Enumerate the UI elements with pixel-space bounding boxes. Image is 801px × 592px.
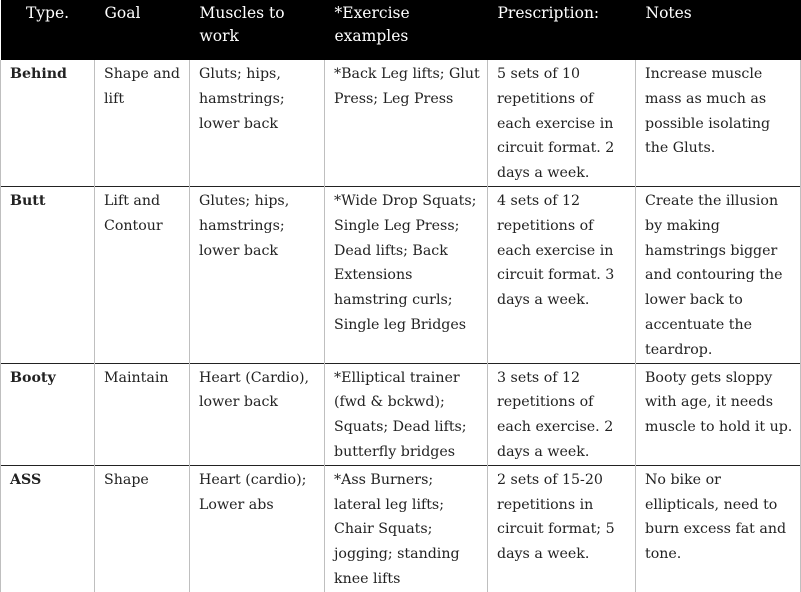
cell-notes: No bike or ellipticals, need to burn excess fat and tone. — [636, 465, 801, 591]
cell-muscles: Heart (cardio); Lower abs — [190, 465, 325, 591]
cell-notes: Increase muscle mass as much as possible isolating the Gluts. — [636, 60, 801, 186]
cell-muscles: Gluts; hips, hamstrings; lower back — [190, 60, 325, 186]
cell-exercises: *Wide Drop Squats; Single Leg Press; Dead lifts; Back Extensions hamstring curls; Single leg Bridges — [325, 186, 488, 363]
cell-prescription: 3 sets of 12 repetitions of each exercise. 2 days a week. — [488, 363, 636, 465]
table-row — [1, 363, 801, 465]
cell-goal: Maintain — [95, 363, 190, 465]
cell-goal: Lift and Contour — [95, 186, 190, 363]
cell-exercises: *Ass Burners; lateral leg lifts; Chair Squats; jogging; standing knee lifts — [325, 465, 488, 591]
cell-prescription: 2 sets of 15-20 repetitions in circuit format; 5 days a week. — [488, 465, 636, 591]
cell-goal: Shape and lift — [95, 60, 190, 186]
header-muscles: Muscles to work — [199, 4, 285, 45]
cell-prescription: 4 sets of 12 repetitions of each exercise in circuit format. 3 days a week. — [488, 186, 636, 363]
cell-muscles: Heart (Cardio), lower back — [190, 363, 325, 465]
cell-type: Behind — [1, 60, 95, 186]
cell-prescription: 5 sets of 10 repetitions of each exercise in circuit format. 2 days a week. — [488, 60, 636, 186]
header-type: Type. — [25, 4, 70, 22]
cell-type: Booty — [1, 363, 95, 465]
header-exercises: *Exercise examples — [334, 4, 410, 45]
header-row — [1, 0, 801, 60]
header-prescription: Prescription: — [497, 4, 600, 22]
table-header — [1, 0, 801, 60]
table-body — [1, 60, 801, 592]
header-goal: Goal — [104, 4, 141, 22]
cell-exercises: *Elliptical trainer (fwd & bckwd); Squats; Dead lifts; butterfly bridges — [325, 363, 488, 465]
cell-notes: Create the illusion by making hamstrings bigger and contouring the lower back to accentuate the teardrop. — [636, 186, 801, 363]
table-row — [1, 186, 801, 363]
cell-type: ASS — [1, 465, 95, 591]
header-notes: Notes — [645, 4, 692, 22]
cell-goal: Shape — [95, 465, 190, 591]
table-row — [1, 465, 801, 591]
cell-muscles: Glutes; hips, hamstrings; lower back — [190, 186, 325, 363]
cell-exercises: *Back Leg lifts; Glut Press; Leg Press — [325, 60, 488, 186]
cell-type: Butt — [1, 186, 95, 363]
cell-notes: Booty gets sloppy with age, it needs muscle to hold it up. — [636, 363, 801, 465]
table-row — [1, 60, 801, 186]
